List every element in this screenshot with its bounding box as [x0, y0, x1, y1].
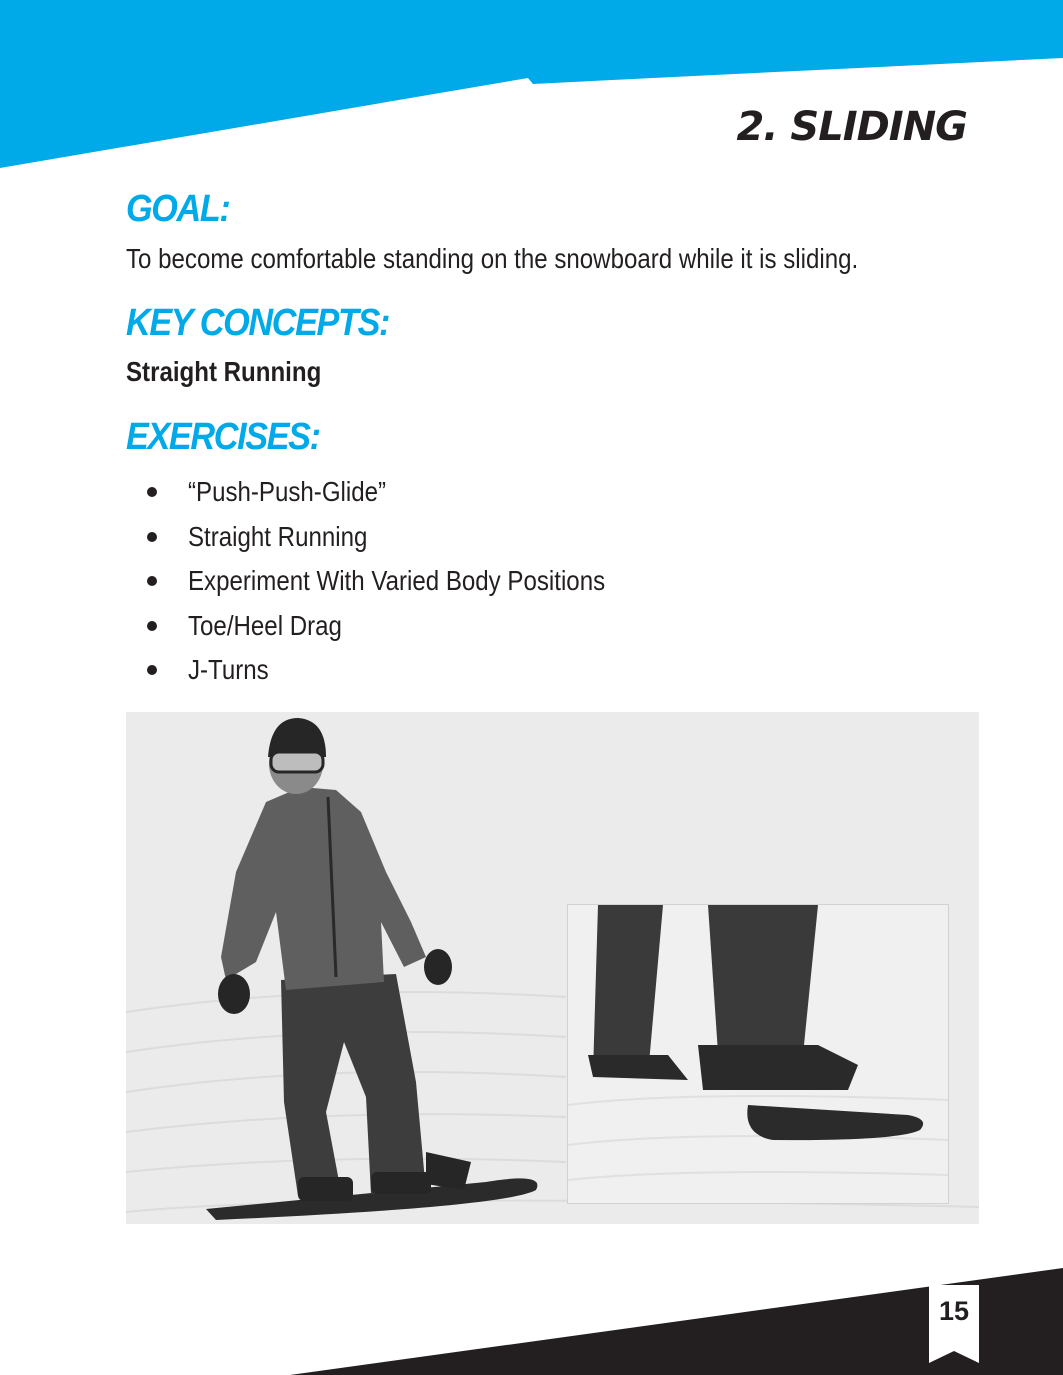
snowboarder-straight-running-photo	[126, 712, 979, 1224]
exercises-heading: EXERCISES:	[126, 416, 320, 458]
exercise-label: Straight Running	[188, 520, 368, 552]
section-title: 2. SLIDING	[736, 104, 967, 150]
snowboard-feet-closeup-photo	[567, 904, 949, 1204]
bullet-icon	[140, 481, 162, 503]
exercise-label: Toe/Heel Drag	[188, 609, 342, 641]
list-item	[140, 648, 673, 693]
exercises-list	[140, 470, 673, 693]
bullet-icon	[140, 615, 162, 637]
key-concepts-heading: KEY CONCEPTS:	[126, 302, 390, 344]
page-number: 15	[938, 1296, 970, 1326]
list-item	[140, 559, 673, 604]
feet-closeup-illustration	[568, 905, 948, 1203]
list-item	[140, 515, 673, 560]
goal-heading: GOAL:	[126, 188, 230, 230]
exercise-label: Experiment With Varied Body Positions	[188, 565, 606, 597]
list-item	[140, 604, 673, 649]
key-concept-item: Straight Running	[126, 356, 322, 387]
bullet-icon	[140, 570, 162, 592]
exercise-label: J-Turns	[188, 654, 269, 686]
goal-text: To become comfortable standing on the snowboard while it is sliding.	[126, 243, 859, 274]
bottom-accent-band	[0, 1268, 1063, 1375]
bullet-icon	[140, 659, 162, 681]
list-item	[140, 470, 673, 515]
exercise-label: “Push-Push-Glide”	[188, 476, 387, 508]
bullet-icon	[140, 526, 162, 548]
